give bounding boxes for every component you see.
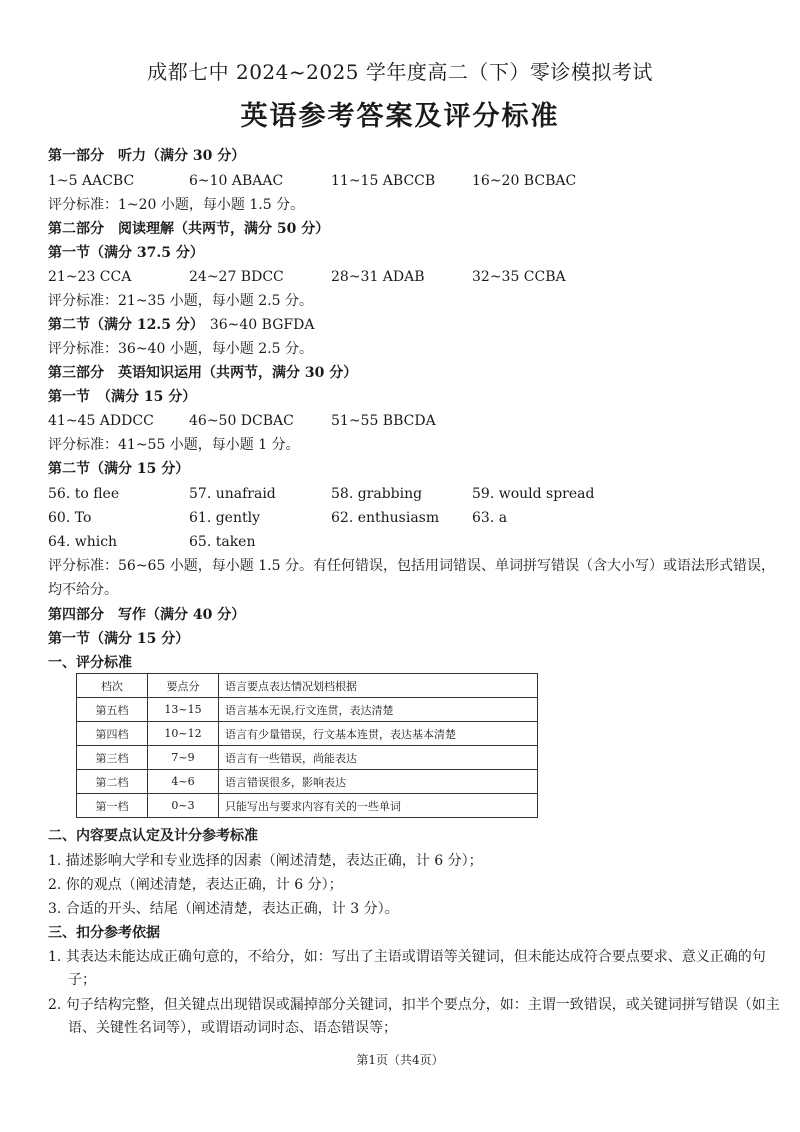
part2-answer-3: 28~31 ADAB bbox=[331, 269, 425, 285]
criteria-heading: 一、评分标准 bbox=[48, 655, 132, 671]
table-cell: 第三档 bbox=[77, 746, 148, 770]
answer-60: 60. To bbox=[48, 510, 92, 526]
part2-section2-answers: 36~40 BGFDA bbox=[209, 317, 315, 333]
answer-56: 56. to flee bbox=[48, 486, 120, 502]
content-heading: 二、内容要点认定及计分参考标准 bbox=[48, 828, 258, 844]
deduction-heading: 三、扣分参考依据 bbox=[48, 925, 160, 941]
table-cell: 第二档 bbox=[77, 770, 148, 794]
table-header-row bbox=[77, 674, 538, 698]
part1-heading: 第一部分 听力（满分 30 分） bbox=[48, 148, 246, 164]
answer-63: 63. a bbox=[472, 510, 508, 526]
table-header-cell: 要点分 bbox=[148, 674, 219, 698]
table-row bbox=[77, 746, 538, 770]
part3-section2-scoring-1: 评分标准：56~65 小题，每小题 1.5 分。有任何错误，包括用词错误、单词拼写错误（含大小写）或语法形式错误， bbox=[48, 558, 775, 574]
table-cell: 语言有一些错误，尚能表达 bbox=[219, 746, 538, 770]
part3-section2-heading: 第二节（满分 15 分） bbox=[48, 461, 190, 477]
answer-61: 61. gently bbox=[189, 510, 260, 526]
part1-answer-3: 11~15 ABCCB bbox=[331, 173, 436, 189]
table-cell: 4~6 bbox=[148, 770, 219, 794]
table-cell: 13~15 bbox=[148, 698, 219, 722]
part1-answer-2: 6~10 ABAAC bbox=[189, 173, 284, 189]
answer-62: 62. enthusiasm bbox=[331, 510, 440, 526]
grading-table bbox=[76, 673, 538, 818]
part4-section1-heading: 第一节（满分 15 分） bbox=[48, 631, 190, 647]
part3-answer-2: 46~50 DCBAC bbox=[189, 413, 294, 429]
content-item-2: 2. 你的观点（阐述清楚，表达正确，计 6 分）； bbox=[48, 877, 343, 893]
table-cell: 第五档 bbox=[77, 698, 148, 722]
answer-64: 64. which bbox=[48, 534, 118, 550]
deduction-item-2: 2. 句子结构完整，但关键点出现错误或漏掉部分关键词，扣半个要点分，如：主谓一致错误，或关键词拼写错误（如主语、关键性名词等），或谓语动词时态、语态错误等； bbox=[48, 997, 780, 1036]
part2-answer-1: 21~23 CCA bbox=[48, 269, 132, 285]
exam-title: 成都七中 2024~2025 学年度高二（下）零诊模拟考试 bbox=[147, 60, 653, 84]
table-cell: 语言有少量错误，行文基本连贯，表达基本清楚 bbox=[219, 722, 538, 746]
part2-heading: 第二部分 阅读理解（共两节，满分 50 分） bbox=[48, 221, 330, 237]
table-header-cell: 档次 bbox=[77, 674, 148, 698]
table-cell: 语言错误很多，影响表达 bbox=[219, 770, 538, 794]
table-cell: 7~9 bbox=[148, 746, 219, 770]
table-row bbox=[77, 770, 538, 794]
part3-section2-scoring-2: 均不给分。 bbox=[48, 582, 118, 598]
document-title: 英语参考答案及评分标准 bbox=[240, 101, 560, 132]
content-item-1: 1. 描述影响大学和专业选择的因素（阐述清楚，表达正确，计 6 分）； bbox=[48, 853, 483, 869]
table-row bbox=[77, 698, 538, 722]
table-row bbox=[77, 794, 538, 818]
part3-section1-heading: 第一节 （满分 15 分） bbox=[48, 389, 197, 405]
answer-58: 58. grabbing bbox=[331, 486, 423, 502]
part2-section2-scoring: 评分标准：36~40 小题，每小题 2.5 分。 bbox=[48, 341, 313, 357]
part4-heading: 第四部分 写作（满分 40 分） bbox=[48, 607, 246, 623]
table-cell: 第四档 bbox=[77, 722, 148, 746]
table-cell: 语言基本无误,行文连贯，表达清楚 bbox=[219, 698, 538, 722]
table-header-cell: 语言要点表达情况划档根据 bbox=[219, 674, 538, 698]
answer-57: 57. unafraid bbox=[189, 486, 276, 502]
content-item-3: 3. 合适的开头、结尾（阐述清楚，表达正确，计 3 分）。 bbox=[48, 901, 399, 917]
part3-section1-scoring: 评分标准：41~55 小题，每小题 1 分。 bbox=[48, 437, 300, 453]
part2-section1-heading: 第一节（满分 37.5 分） bbox=[48, 245, 204, 261]
table-cell: 只能写出与要求内容有关的一些单词 bbox=[219, 794, 538, 818]
part3-heading: 第三部分 英语知识运用（共两节，满分 30 分） bbox=[48, 365, 358, 381]
table-cell: 第一档 bbox=[77, 794, 148, 818]
part1-scoring: 评分标准：1~20 小题，每小题 1.5 分。 bbox=[48, 197, 305, 213]
part2-section1-scoring: 评分标准：21~35 小题，每小题 2.5 分。 bbox=[48, 293, 313, 309]
part2-section2-heading: 第二节（满分 12.5 分） bbox=[48, 317, 204, 333]
page-footer: 第1页（共4页） bbox=[356, 1053, 444, 1067]
deduction-item-1: 1. 其表达未能达成正确句意的，不给分，如：写出了主语或谓语等关键词，但未能达成符合要点要求、意义正确的句子； bbox=[48, 949, 766, 988]
table-cell: 0~3 bbox=[148, 794, 219, 818]
part3-answer-3: 51~55 BBCDA bbox=[331, 413, 436, 429]
table-cell: 10~12 bbox=[148, 722, 219, 746]
part1-answer-4: 16~20 BCBAC bbox=[472, 173, 577, 189]
part1-answer-1: 1~5 AACBC bbox=[48, 173, 135, 189]
answer-65: 65. taken bbox=[189, 534, 256, 550]
table-row bbox=[77, 722, 538, 746]
part2-answer-4: 32~35 CCBA bbox=[472, 269, 566, 285]
part2-answer-2: 24~27 BDCC bbox=[189, 269, 284, 285]
part2-section2-line bbox=[48, 315, 314, 335]
part3-answer-1: 41~45 ADDCC bbox=[48, 413, 154, 429]
answer-59: 59. would spread bbox=[472, 486, 595, 502]
